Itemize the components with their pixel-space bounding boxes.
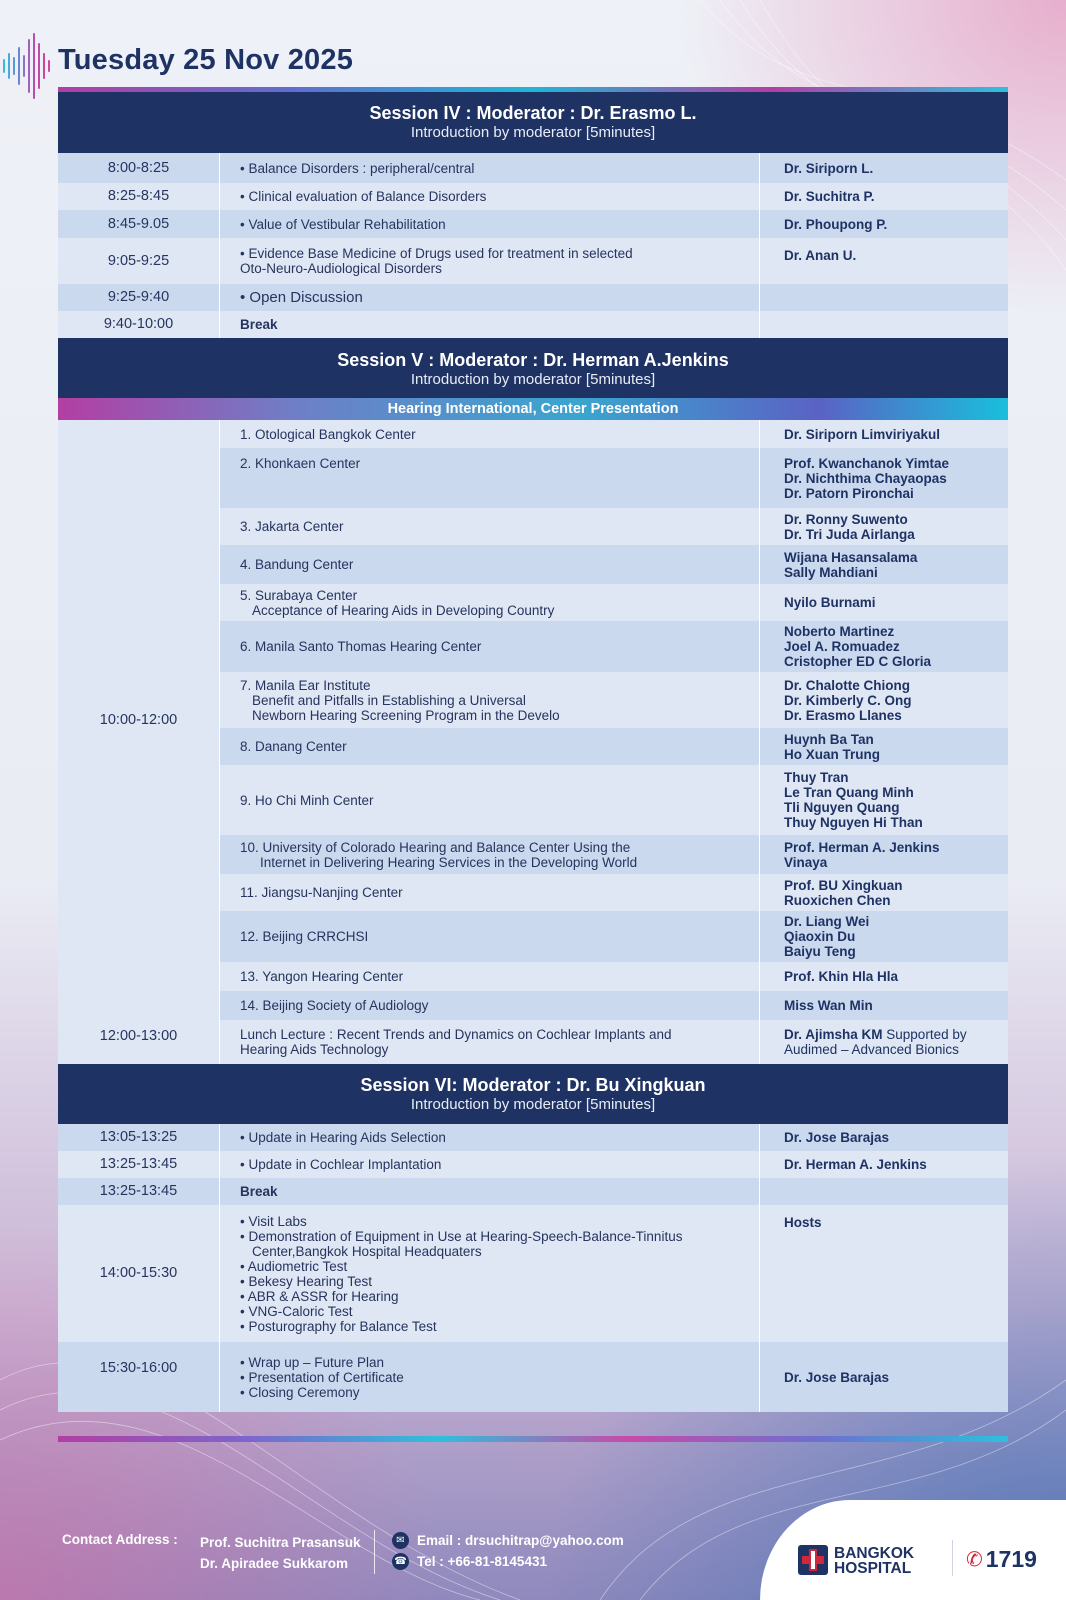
session-4-header <box>58 92 1008 153</box>
topic-line: 8. Danang Center <box>240 739 347 754</box>
brand-line: BANGKOK <box>834 1545 915 1562</box>
speaker-cell: Dr. Anan U. <box>784 248 857 263</box>
speaker-cell <box>760 1178 1008 1205</box>
center-row <box>220 508 1008 545</box>
topic-cell: • Clinical evaluation of Balance Disorders <box>220 183 760 210</box>
topic-line: Acceptance of Hearing Aids in Developing Country <box>252 602 555 618</box>
speaker-name: Dr. Patorn Pironchai <box>784 485 914 501</box>
session-title: Session V : Moderator : Dr. Herman A.Jenkins <box>337 350 729 370</box>
topic-line: Newborn Hearing Screening Program in the Develo <box>252 707 560 723</box>
topic-line: • VNG-Caloric Test <box>240 1303 353 1319</box>
topic-cell <box>220 991 760 1020</box>
topic-cell <box>220 962 760 991</box>
time-cell: 13:25-13:45 <box>58 1178 220 1205</box>
session-subtitle: Introduction by moderator [5minutes] <box>410 371 656 388</box>
speaker-name: Tli Nguyen Quang <box>784 800 900 815</box>
speaker-cell <box>760 545 1008 584</box>
topic-line: 2. Khonkaen Center <box>240 456 361 471</box>
speaker-name: Prof. Kwanchanok Yimtae <box>784 455 950 471</box>
topic-line: Hearing Aids Technology <box>240 1042 389 1057</box>
center-row <box>220 584 1008 621</box>
speaker-name: Sally Mahdiani <box>784 564 878 580</box>
topic-cell <box>220 1342 760 1412</box>
speaker-name: Dr. Nichthima Chayaopas <box>784 470 947 486</box>
speaker-cell: Dr. Siriporn L. <box>784 160 874 176</box>
center-row <box>220 728 1008 765</box>
bangkok-hospital-logo-icon <box>798 1545 828 1575</box>
topic-line: • Wrap up – Future Plan <box>240 1354 385 1370</box>
topic-line: • Posturography for Balance Test <box>240 1318 437 1334</box>
speaker-name: Dr. Siriporn Limviriyakul <box>784 426 941 442</box>
center-row <box>220 962 1008 991</box>
topic-line: • Demonstration of Equipment in Use at Hearing-Speech-Balance-Tinnitus <box>240 1228 683 1244</box>
center-list <box>220 420 1008 1020</box>
speaker-name: Wijana Hasansalama <box>784 549 918 565</box>
topic-line: 4. Bandung Center <box>240 557 354 572</box>
phone-icon: ✆ <box>966 1549 983 1571</box>
topic-cell: • Update in Hearing Aids Selection <box>220 1124 760 1151</box>
speaker-name: Dr. Ajimsha KM <box>784 1027 883 1042</box>
session-subtitle: Introduction by moderator [5minutes] <box>410 1096 656 1113</box>
topic-line: 14. Beijing Society of Audiology <box>240 998 429 1013</box>
brand-name <box>834 1546 914 1576</box>
center-row <box>220 835 1008 874</box>
speaker-name: Dr. Tri Juda Airlanga <box>784 526 915 542</box>
speaker-cell: Dr. Jose Barajas <box>784 1130 890 1145</box>
time-cell: 10:00-12:00 <box>58 420 220 1020</box>
topic-cell <box>220 238 760 284</box>
speaker-name: Dr. Ronny Suwento <box>784 511 908 527</box>
center-presentation-banner: Hearing International, Center Presentation <box>58 398 1008 420</box>
sound-wave-icon <box>0 26 56 106</box>
topic-line: • Audiometric Test <box>240 1258 348 1274</box>
topic-cell <box>220 911 760 962</box>
table-row <box>58 1124 1008 1151</box>
topic-cell <box>220 1020 760 1064</box>
topic-cell <box>220 728 760 765</box>
topic-cell: • Open Discussion <box>220 284 760 311</box>
speaker-cell <box>760 420 1008 448</box>
center-row <box>220 874 1008 911</box>
topic-line: 10. University of Colorado Hearing and Balance Center Using the <box>240 839 631 855</box>
topic-cell: • Value of Vestibular Rehabilitation <box>220 210 760 238</box>
session-title: Session VI: Moderator : Dr. Bu Xingkuan <box>360 1075 706 1095</box>
table-row <box>58 284 1008 311</box>
table-row <box>58 1020 1008 1064</box>
speaker-cell <box>760 448 1008 508</box>
contact-name: Prof. Suchitra Prasansuk <box>200 1535 361 1550</box>
gradient-divider <box>58 1436 1008 1442</box>
table-row <box>58 1178 1008 1205</box>
table-row <box>58 153 1008 183</box>
speaker-name: Miss Wan Min <box>784 998 873 1013</box>
topic-cell <box>220 545 760 584</box>
center-row <box>220 448 1008 508</box>
speaker-name: Thuy Nguyen Hi Than <box>784 815 923 830</box>
topic-cell <box>220 584 760 621</box>
topic-line: Center,Bangkok Hospital Headquaters <box>252 1243 482 1259</box>
speaker-name: Baiyu Teng <box>784 944 856 959</box>
speaker-cell: Dr. Jose Barajas <box>784 1369 890 1385</box>
speaker-name: Prof. Khin Hla Hla <box>784 969 899 984</box>
speaker-cell: Dr. Suchitra P. <box>784 189 875 204</box>
time-cell: 12:00-13:00 <box>58 1020 220 1064</box>
topic-cell <box>220 672 760 728</box>
tel-link[interactable]: Tel : +66-81-8145431 <box>417 1554 547 1569</box>
email-link[interactable]: Email : drsuchitrap@yahoo.com <box>417 1533 624 1548</box>
speaker-cell <box>760 672 1008 728</box>
day-title: Tuesday 25 Nov 2025 <box>58 44 354 76</box>
topic-cell <box>220 874 760 911</box>
topic-cell <box>220 1205 760 1342</box>
topic-line: 11. Jiangsu-Nanjing Center <box>240 885 403 900</box>
session-6-header <box>58 1064 1008 1124</box>
brand-divider <box>952 1540 953 1576</box>
speaker-cell: Hosts <box>784 1215 822 1230</box>
topic-cell <box>220 621 760 672</box>
speaker-cell: Dr. Herman A. Jenkins <box>784 1157 927 1172</box>
topic-cell: Break <box>220 311 760 338</box>
contact-label: Contact Address : <box>62 1532 178 1547</box>
topic-cell <box>220 765 760 835</box>
speaker-line: Audimed – Advanced Bionics <box>784 1042 959 1057</box>
topic-cell: • Update in Cochlear Implantation <box>220 1151 760 1178</box>
speaker-cell <box>760 584 1008 621</box>
topic-line: 6. Manila Santo Thomas Hearing Center <box>240 639 482 654</box>
topic-line: 5. Surabaya Center <box>240 587 358 603</box>
table-row <box>58 210 1008 238</box>
topic-line: 12. Beijing CRRCHSI <box>240 929 369 944</box>
speaker-name: Nyilo Burnami <box>784 595 876 610</box>
speaker-cell <box>760 911 1008 962</box>
topic-line: 7. Manila Ear Institute <box>240 677 371 693</box>
center-row <box>220 672 1008 728</box>
speaker-note: Supported by <box>882 1027 967 1042</box>
topic-line: • Bekesy Hearing Test <box>240 1273 373 1289</box>
envelope-icon: ✉ <box>392 1532 409 1549</box>
speaker-cell <box>760 962 1008 991</box>
speaker-name: Thuy Tran <box>784 770 849 785</box>
topic-cell <box>220 835 760 874</box>
topic-cell: • Balance Disorders : peripheral/central <box>220 153 760 183</box>
table-row <box>58 1151 1008 1178</box>
footer <box>0 1500 1066 1600</box>
topic-line: Internet in Delivering Hearing Services in the Developing World <box>260 854 638 870</box>
email-line <box>392 1530 624 1551</box>
speaker-name: Vinaya <box>784 854 828 870</box>
speaker-name: Dr. Kimberly C. Ong <box>784 692 912 708</box>
center-row <box>220 765 1008 835</box>
topic-cell <box>220 448 760 508</box>
tel-line <box>392 1551 624 1572</box>
speaker-name: Prof. BU Xingkuan <box>784 877 903 893</box>
speaker-cell <box>760 874 1008 911</box>
speaker-name: Prof. Herman A. Jenkins <box>784 839 940 855</box>
topic-cell: Break <box>220 1178 760 1205</box>
center-row <box>220 545 1008 584</box>
center-row <box>220 991 1008 1020</box>
table-row <box>58 238 1008 284</box>
hotline[interactable] <box>966 1546 1037 1573</box>
contact-name: Dr. Apiradee Sukkarom <box>200 1556 349 1571</box>
time-cell: 9:40-10:00 <box>58 311 220 338</box>
center-row <box>220 911 1008 962</box>
session-5-header <box>58 338 1008 398</box>
contact-details <box>392 1530 624 1572</box>
speaker-name: Dr. Chalotte Chiong <box>784 677 910 693</box>
speaker-name: Ho Xuan Trung <box>784 746 880 762</box>
time-cell: 9:25-9:40 <box>58 284 220 311</box>
speaker-line <box>784 1027 1000 1042</box>
schedule-table <box>58 87 1008 1412</box>
speaker-cell <box>760 991 1008 1020</box>
speaker-cell <box>760 835 1008 874</box>
time-cell: 13:25-13:45 <box>58 1151 220 1178</box>
table-row <box>58 1342 1008 1412</box>
topic-cell <box>220 420 760 448</box>
speaker-cell <box>760 621 1008 672</box>
speaker-name: Noberto Martinez <box>784 624 895 639</box>
time-cell: 8:00-8:25 <box>58 153 220 183</box>
topic-cell <box>220 508 760 545</box>
speaker-name: Qiaoxin Du <box>784 929 856 944</box>
speaker-cell <box>760 765 1008 835</box>
time-cell: 8:45-9.05 <box>58 210 220 238</box>
topic-line: • Presentation of Certificate <box>240 1369 404 1385</box>
speaker-name: Huynh Ba Tan <box>784 731 874 747</box>
phone-icon: ☎ <box>392 1553 409 1570</box>
time-cell: 14:00-15:30 <box>58 1205 220 1342</box>
brand-line: HOSPITAL <box>834 1560 912 1577</box>
table-row <box>58 1205 1008 1342</box>
table-row <box>58 311 1008 338</box>
speaker-cell <box>760 1020 1008 1064</box>
session-subtitle: Introduction by moderator [5minutes] <box>410 124 656 141</box>
topic-line: • Closing Ceremony <box>240 1384 360 1400</box>
speaker-cell <box>760 311 1008 338</box>
hotline-number: 1719 <box>985 1546 1037 1572</box>
speaker-cell <box>760 508 1008 545</box>
topic-line: 3. Jakarta Center <box>240 519 344 534</box>
time-cell: 8:25-8:45 <box>58 183 220 210</box>
topic-line: Lunch Lecture : Recent Trends and Dynamics on Cochlear Implants and <box>240 1027 672 1042</box>
speaker-name: Le Tran Quang Minh <box>784 785 914 800</box>
speaker-name: Cristopher ED C Gloria <box>784 654 932 669</box>
topic-line: 1. Otological Bangkok Center <box>240 426 416 442</box>
topic-line: • ABR & ASSR for Hearing <box>240 1288 399 1304</box>
speaker-cell <box>760 728 1008 765</box>
topic-line: 9. Ho Chi Minh Center <box>240 792 374 808</box>
speaker-cell: Dr. Phoupong P. <box>784 216 888 232</box>
contact-names <box>200 1532 361 1574</box>
topic-line: 13. Yangon Hearing Center <box>240 969 404 984</box>
table-row <box>58 183 1008 210</box>
topic-line: Benefit and Pitfalls in Establishing a Universal <box>252 692 526 708</box>
speaker-name: Joel A. Romuadez <box>784 639 900 654</box>
time-cell: 15:30-16:00 <box>58 1342 220 1412</box>
footer-divider <box>374 1530 375 1574</box>
topic-line: Oto-Neuro-Audiological Disorders <box>240 261 442 276</box>
topic-line: • Visit Labs <box>240 1213 307 1229</box>
speaker-name: Dr. Erasmo Llanes <box>784 707 902 723</box>
time-cell: 13:05-13:25 <box>58 1124 220 1151</box>
center-presentations <box>58 420 1008 1020</box>
speaker-name: Dr. Liang Wei <box>784 914 870 929</box>
speaker-name: Ruoxichen Chen <box>784 892 891 908</box>
session-title: Session IV : Moderator : Dr. Erasmo L. <box>369 103 697 123</box>
topic-line: • Evidence Base Medicine of Drugs used for treatment in selected <box>240 246 633 261</box>
time-cell: 9:05-9:25 <box>58 238 220 284</box>
center-row <box>220 621 1008 672</box>
center-row <box>220 420 1008 448</box>
speaker-cell <box>760 284 1008 311</box>
